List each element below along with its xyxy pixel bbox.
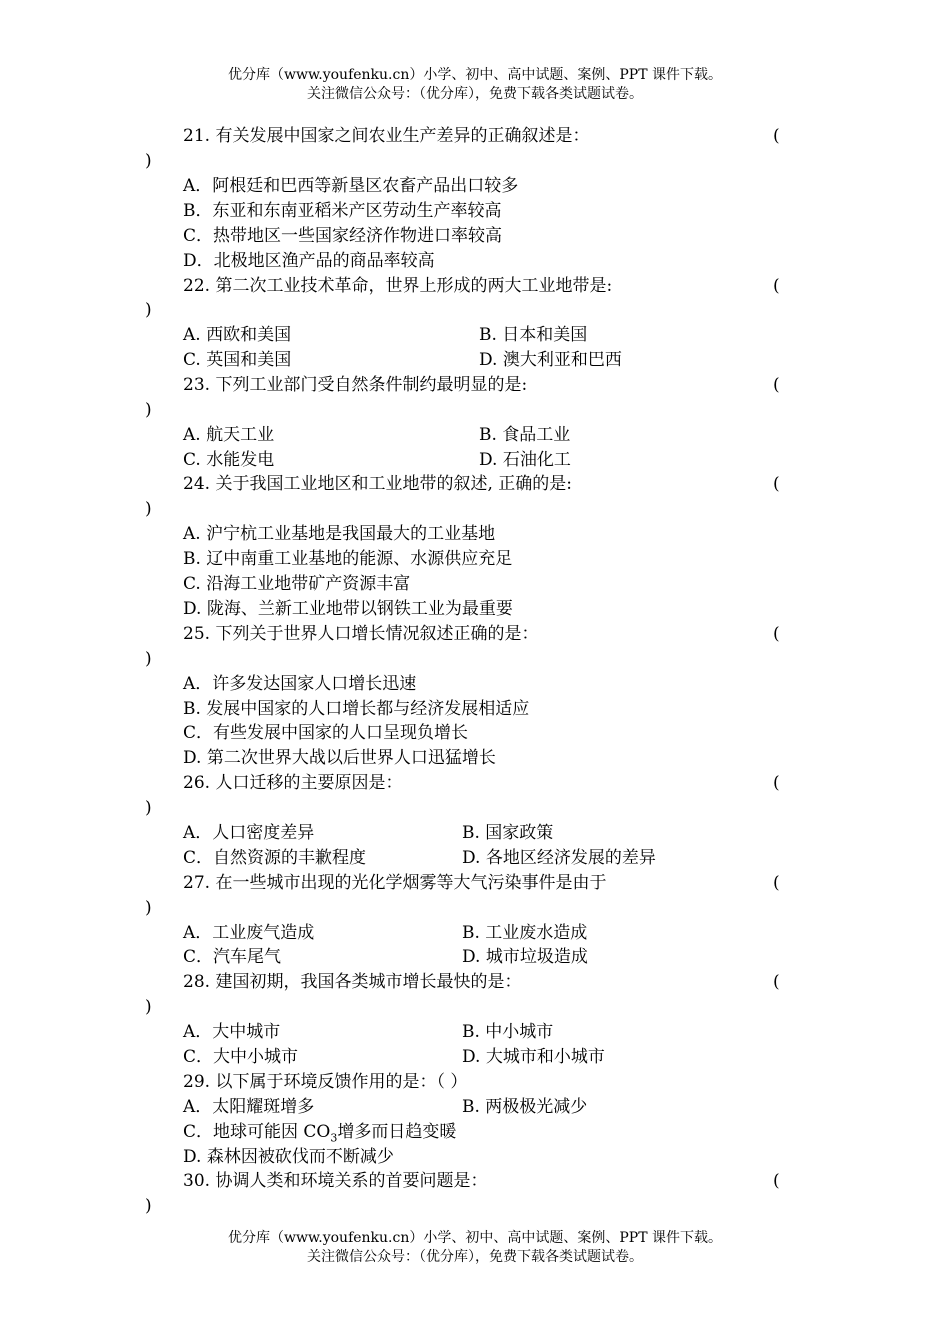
q24-paren-open: ( [773, 474, 780, 494]
q26-option-a: A．人口密度差异 [183, 823, 315, 843]
q23-stem: 23. 下列工业部门受自然条件制约最明显的是: [183, 375, 528, 395]
q27-option-b: B. 工业废水造成 [462, 923, 588, 943]
q29-stem: 29. 以下属于环境反馈作用的是：（ ） [183, 1072, 468, 1092]
q27-paren-close: ) [145, 898, 152, 918]
q21-stem: 21. 有关发展中国家之间农业生产差异的正确叙述是： [183, 126, 590, 146]
q23-paren-open: ( [773, 375, 780, 395]
q26-option-d: D. 各地区经济发展的差异 [462, 848, 656, 868]
q30-paren-close: ) [145, 1196, 152, 1216]
q25-option-d: D. 第二次世界大战以后世界人口迅猛增长 [183, 748, 496, 768]
q22-option-c: C. 英国和美国 [183, 350, 292, 370]
footer-line-1: 优分库（www.youfenku.cn）小学、初中、高中试题、案例、PPT 课件下载。 [227, 1230, 722, 1246]
q29-option-c-pre: C．地球可能因 CO [183, 1122, 331, 1142]
q21-option-d: D．北极地区渔产品的商品率较高 [183, 251, 435, 271]
q26-option-b: B. 国家政策 [462, 823, 554, 843]
q26-paren-open: ( [773, 773, 780, 793]
q21-option-b: B．东亚和东南亚稻米产区劳动生产率较高 [183, 201, 502, 221]
q28-option-c: C．大中小城市 [183, 1047, 299, 1067]
q28-option-a: A．大中城市 [183, 1022, 281, 1042]
q21-option-c: C．热带地区一些国家经济作物进口率较高 [183, 226, 503, 246]
q22-paren-close: ) [145, 300, 152, 320]
header-line-2: 关注微信公众号：（优分库），免费下载各类试题试卷。 [307, 86, 643, 102]
q22-stem: 22. 第二次工业技术革命，世界上形成的两大工业地带是: [183, 276, 613, 296]
q28-paren-open: ( [773, 972, 780, 992]
q29-option-c-subscript: 3 [330, 1131, 338, 1145]
q21-paren-close: ) [145, 151, 152, 171]
q21-paren-open: ( [773, 126, 780, 146]
q26-paren-close: ) [145, 798, 152, 818]
q27-option-c: C．汽车尾气 [183, 947, 282, 967]
q28-paren-close: ) [145, 997, 152, 1017]
q27-option-a: A．工业废气造成 [183, 923, 315, 943]
footer-line-2: 关注微信公众号：（优分库），免费下载各类试题试卷。 [307, 1249, 643, 1265]
q26-stem: 26. 人口迁移的主要原因是： [183, 773, 403, 793]
q25-option-c: C．有些发展中国家的人口呈现负增长 [183, 723, 469, 743]
q25-option-b: B. 发展中国家的人口增长都与经济发展相适应 [183, 699, 530, 719]
q22-option-a: A. 西欧和美国 [183, 325, 292, 345]
q24-paren-close: ) [145, 499, 152, 519]
q25-stem: 25. 下列关于世界人口增长情况叙述正确的是： [183, 624, 539, 644]
q22-option-d: D. 澳大利亚和巴西 [479, 350, 622, 370]
page-header [0, 66, 950, 104]
q23-option-b: B. 食品工业 [479, 425, 571, 445]
q26-option-c: C．自然资源的丰歉程度 [183, 848, 367, 868]
q28-option-b: B. 中小城市 [462, 1022, 554, 1042]
q23-option-a: A. 航天工业 [183, 425, 275, 445]
q29-option-a: A．太阳耀斑增多 [183, 1097, 315, 1117]
q27-option-d: D. 城市垃圾造成 [462, 947, 588, 967]
q29-option-d: D. 森林因被砍伐而不断减少 [183, 1147, 394, 1167]
page-footer [0, 1229, 950, 1267]
q23-option-c: C. 水能发电 [183, 450, 275, 470]
q28-stem: 28. 建国初期，我国各类城市增长最快的是： [183, 972, 522, 992]
q28-option-d: D. 大城市和小城市 [462, 1047, 605, 1067]
q29-option-c [183, 1122, 456, 1148]
q24-option-b: B. 辽中南重工业基地的能源、水源供应充足 [183, 549, 513, 569]
q30-paren-open: ( [773, 1171, 780, 1191]
q23-option-d: D. 石油化工 [479, 450, 571, 470]
q23-paren-close: ) [145, 400, 152, 420]
q25-paren-open: ( [773, 624, 780, 644]
q25-paren-close: ) [145, 649, 152, 669]
q30-stem: 30. 协调人类和环境关系的首要问题是： [183, 1171, 488, 1191]
q25-option-a: A．许多发达国家人口增长迅速 [183, 674, 417, 694]
header-line-1: 优分库（www.youfenku.cn）小学、初中、高中试题、案例、PPT 课件下载。 [227, 67, 722, 83]
q24-stem: 24. 关于我国工业地区和工业地带的叙述, 正确的是: [183, 474, 572, 494]
q24-option-a: A. 沪宁杭工业基地是我国最大的工业基地 [183, 524, 496, 544]
q27-stem: 27. 在一些城市出现的光化学烟雾等大气污染事件是由于 [183, 873, 607, 893]
q29-option-c-post: 增多而日趋变暖 [337, 1122, 457, 1142]
q24-option-d: D. 陇海、兰新工业地带以钢铁工业为最重要 [183, 599, 513, 619]
q27-paren-open: ( [773, 873, 780, 893]
q29-option-b: B. 两极极光减少 [462, 1097, 588, 1117]
q21-option-a: A．阿根廷和巴西等新垦区农畜产品出口较多 [183, 176, 519, 196]
q22-option-b: B. 日本和美国 [479, 325, 588, 345]
q24-option-c: C. 沿海工业地带矿产资源丰富 [183, 574, 411, 594]
q22-paren-open: ( [773, 276, 780, 296]
